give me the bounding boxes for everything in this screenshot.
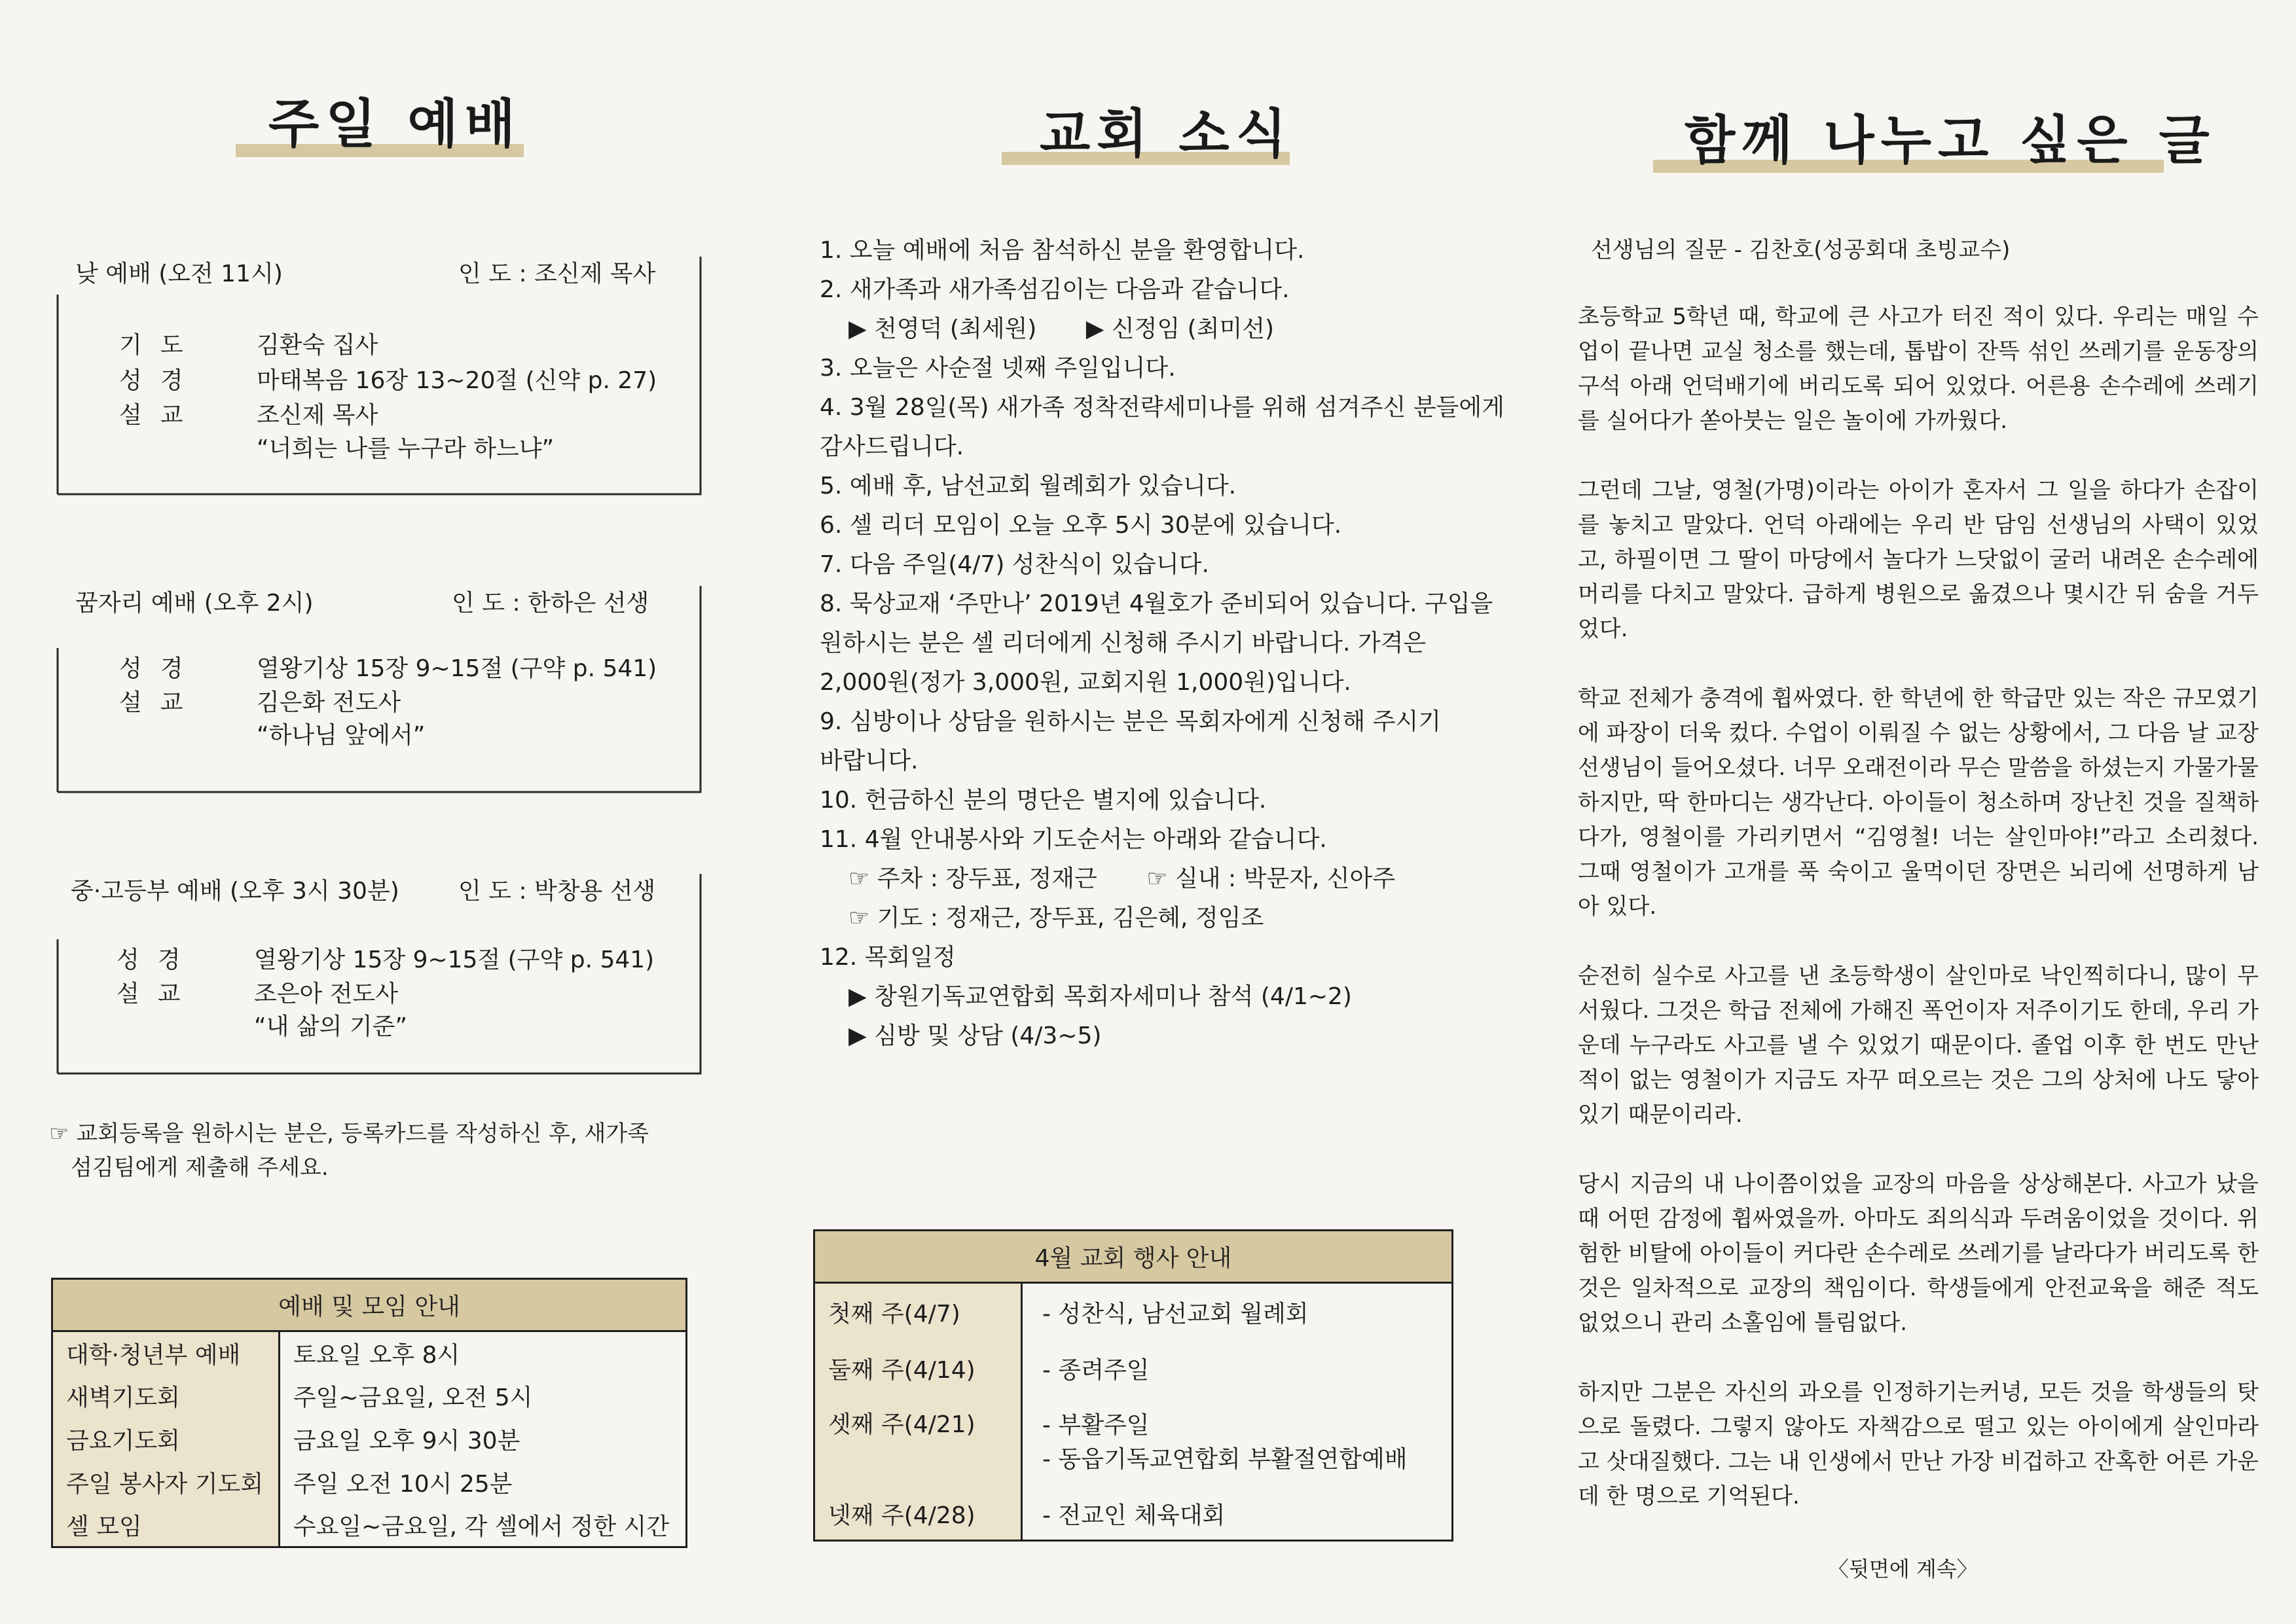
service-name: 꿈자리 예배 (오후 2시) (75, 590, 314, 617)
meeting-name: 금요기도회 (52, 1418, 280, 1461)
table-row (52, 1504, 687, 1547)
event-items (1022, 1397, 1453, 1489)
list-item: 8. 묵상교재 ‘주만나’ 2019년 4월호가 준비되어 있습니다. 구입을 (820, 590, 1493, 617)
row-value: 마태복음 16장 13~20절 (신약 p. 27) (257, 367, 657, 394)
list-item: 바랍니다. (820, 748, 919, 774)
meeting-time: 수요일~금요일, 각 셀에서 정한 시간 (293, 1513, 670, 1541)
event-item: - 동읍기독교연합회 부활절연합예배 (1042, 1445, 1408, 1473)
meeting-name: 대학·청년부 예배 (52, 1331, 280, 1375)
list-item: 6. 셀 리더 모임이 오늘 오후 5시 30분에 있습니다. (820, 512, 1342, 539)
paragraph: 하지만 그분은 자신의 과오를 인정하기는커녕, 모든 것을 학생들의 탓으로 돌렸다. 그렇지 않아도 자책감으로 떨고 있는 아이에게 살인마라고 삿대질했다. 그는 내 인생에서 만난 가장 비겁하고 잔혹한 어른 가운데 한 명으로 기억된다. (1578, 1379, 2259, 1509)
meetings-table (51, 1278, 687, 1548)
meeting-name: 새벽기도회 (52, 1375, 280, 1418)
sub-item: ☞ 기도 : 정재근, 장두표, 김은혜, 정임조 (848, 905, 1264, 931)
table-header-row (52, 1279, 687, 1331)
section-shared-writing (1525, 0, 2296, 1624)
table-row (814, 1489, 1453, 1541)
meeting-time: 주일~금요일, 오전 5시 (293, 1384, 533, 1411)
row-label: 설교 (119, 689, 202, 716)
section-church-news (753, 0, 1525, 1624)
list-item: 2. 새가족과 새가족섬김이는 다음과 같습니다. (820, 276, 1290, 303)
table-row (52, 1331, 687, 1375)
list-item: 3. 오늘은 사순절 넷째 주일입니다. (820, 355, 1176, 382)
list-item: 11. 4월 안내봉사와 기도순서는 아래와 같습니다. (820, 826, 1327, 853)
paragraph: 초등학교 5학년 때, 학교에 큰 사고가 터진 적이 있다. 우리는 매일 수업이 끝나면 교실 청소를 했는데, 톱밥이 잔뜩 섞인 쓰레기를 운동장의 구석 아래 언덕배기에 버리도록 되어 있었다. 어른용 손수레에 쓰레기를 실어다가 쏟아붓는 일은 놀이에 가까웠다. (1578, 304, 2259, 434)
meeting-time: 주일 오전 10시 25분 (293, 1471, 513, 1498)
meeting-time: 토요일 오후 8시 (293, 1341, 460, 1369)
row-value: 열왕기상 15장 9~15절 (구약 p. 541) (254, 947, 655, 973)
row-label: 설교 (119, 402, 202, 429)
row-value: 조은아 전도사 (254, 981, 399, 1007)
paragraph: 학교 전체가 충격에 휩싸였다. 한 학년에 한 학급만 있는 작은 규모였기에 파장이 더욱 컸다. 수업이 이뤄질 수 없는 상황에서, 그 다음 날 교장 선생님이 들어오셨다. 너무 오래전이라 무슨 말씀을 하셨는지 가물가물하지만, 딱 한마디는 생각난다. 아이들이 청소하며 장난친 것을 질책하다가, 영철이를 가리키면서 “김영철! 너는 살인마야!”라고 소리쳤다. 그때 영철이가 고개를 푹 숙이고 울먹이던 장면은 뇌리에 선명하게 남아 있다. (1578, 685, 2259, 920)
event-item: - 성찬식, 남선교회 월례회 (1042, 1300, 1309, 1327)
list-item: 원하시는 분은 셀 리더에게 신청해 주시기 바랍니다. 가격은 (820, 630, 1427, 657)
sub-item: ▶ 창원기독교연합회 목회자세미나 참석 (4/1~2) (848, 983, 1352, 1010)
table-title: 예배 및 모임 안내 (52, 1279, 687, 1331)
paragraph: 그런데 그날, 영철(가명)이라는 아이가 혼자서 그 일을 하다가 손잡이를 놓치고 말았다. 언덕 아래에는 우리 반 담임 선생님의 사택이 있었고, 하필이면 그 딸이 마당에서 놀다가 느닷없이 굴러 내려온 손수레에 머리를 다치고 말았다. 급하게 병원으로 옮겼으나 몇시간 뒤 숨을 거두었다. (1578, 477, 2259, 642)
list-item: 4. 3월 28일(목) 새가족 정착전략세미나를 위해 섬겨주신 분들에게 (820, 394, 1504, 421)
row-label: 기도 (119, 332, 202, 359)
list-item (820, 1017, 1514, 1056)
row-label: 성경 (119, 367, 202, 394)
service-name: 중·고등부 예배 (오후 3시 30분) (71, 878, 399, 905)
list-item: 9. 심방이나 상담을 원하시는 분은 목회자에게 신청해 주시기 (820, 708, 1442, 735)
list-item: 10. 헌금하신 분의 명단은 별지에 있습니다. (820, 787, 1267, 814)
event-item: - 부활주일 (1042, 1411, 1150, 1439)
registration-note: ☞ 교회등록을 원하시는 분은, 등록카드를 작성하신 후, 새가족 (49, 1121, 649, 1147)
list-item (820, 899, 1514, 938)
sub-item: ▶ 심방 및 상담 (4/3~5) (848, 1022, 1102, 1049)
news-list (820, 231, 1514, 1056)
table-row (52, 1461, 687, 1504)
table-row (814, 1397, 1453, 1489)
article-body (1578, 300, 2259, 1549)
meeting-name: 주일 봉사자 기도회 (52, 1461, 280, 1504)
row-value: 김은화 전도사 (257, 689, 401, 716)
event-item: - 종려주일 (1042, 1357, 1150, 1384)
article-subtitle: 선생님의 질문 - 김찬호(성공회대 초빙교수) (1591, 237, 2011, 263)
list-item: 12. 목회일정 (820, 944, 956, 971)
table-row (52, 1375, 687, 1418)
paragraph: 순전히 실수로 사고를 낸 초등학생이 살인마로 낙인찍히다니, 많이 무서웠다. 그것은 학급 전체에 가해진 폭언이자 저주이기도 한데, 우리 가운데 누구라도 사고를 낼 수 있었기 때문이다. 졸업 이후 한 번도 만난 적이 없는 영철이가 지금도 자꾸 떠오르는 것은 그의 상처에 나도 닿아 있기 때문이리라. (1578, 963, 2259, 1128)
sermon-title: “내 삶의 기준” (254, 1013, 408, 1040)
event-week: 셋째 주(4/21) (814, 1397, 1022, 1489)
sub-item: ▶ 천영덕 (최세원) (848, 316, 1037, 342)
list-item: 감사드립니다. (820, 433, 964, 460)
table-row (52, 1418, 687, 1461)
list-item: 5. 예배 후, 남선교회 월례회가 있습니다. (820, 473, 1237, 499)
list-item: 7. 다음 주일(4/7) 성찬식이 있습니다. (820, 551, 1209, 578)
row-value: 김환숙 집사 (257, 332, 378, 359)
sub-item: ▶ 신정임 (최미선) (1085, 316, 1275, 342)
sermon-title: “너희는 나를 누구라 하느냐” (257, 435, 555, 462)
row-label: 성경 (117, 947, 199, 973)
list-item (820, 859, 1514, 899)
list-item: 1. 오늘 예배에 처음 참석하신 분을 환영합니다. (820, 237, 1305, 264)
list-item (820, 310, 1514, 349)
row-label: 설교 (117, 981, 199, 1007)
service-leader: 인 도 : 조신제 목사 (458, 261, 656, 287)
row-value: 조신제 목사 (257, 402, 378, 429)
list-item (820, 977, 1514, 1017)
event-item: - 전교인 체육대회 (1042, 1502, 1226, 1530)
paragraph: 당시 지금의 내 나이쯤이었을 교장의 마음을 상상해본다. 사고가 났을 때 어떤 감정에 휩싸였을까. 아마도 죄의식과 두려움이었을 것이다. 위험한 비탈에 아이들이 커다란 손수레로 쓰레기를 날라다가 버리도록 한 것은 일차적으로 교장의 책임이다. 학생들에게 안전교육을 해준 적도 없었으니 관리 소홀임에 틀림없다. (1578, 1171, 2259, 1336)
sub-item: ☞ 실내 : 박문자, 신아주 (1146, 865, 1396, 892)
row-label: 성경 (119, 655, 202, 682)
section-title: 교회 소식 (1040, 103, 1293, 164)
section-sunday-worship (0, 0, 753, 1624)
table-row (814, 1283, 1453, 1341)
meeting-time: 금요일 오후 9시 30분 (293, 1428, 520, 1454)
registration-note: 섬김팀에게 제출해 주세요. (71, 1155, 329, 1181)
sub-item: ☞ 주차 : 장두표, 정재근 (848, 865, 1097, 892)
table-title: 4월 교회 행사 안내 (814, 1231, 1453, 1283)
continued-note: 〈뒷면에 계속〉 (1828, 1557, 1978, 1581)
section-title: 주일 예배 (268, 94, 522, 154)
list-item: 2,000원(정가 3,000원, 교회지원 1,000원)입니다. (820, 669, 1351, 696)
events-table (813, 1229, 1453, 1542)
service-leader: 인 도 : 한하은 선생 (452, 590, 649, 617)
meeting-name: 셀 모임 (52, 1504, 280, 1547)
sermon-title: “하나님 앞에서” (257, 722, 426, 749)
table-header-row (814, 1231, 1453, 1283)
event-week: 첫째 주(4/7) (814, 1283, 1022, 1341)
event-week: 둘째 주(4/14) (814, 1341, 1022, 1397)
section-title: 함께 나누고 싶은 글 (1685, 110, 2216, 171)
service-name: 낮 예배 (오전 11시) (75, 261, 283, 287)
row-value: 열왕기상 15장 9~15절 (구약 p. 541) (257, 655, 657, 682)
service-leader: 인 도 : 박창용 선생 (458, 878, 656, 905)
event-week: 넷째 주(4/28) (814, 1489, 1022, 1541)
table-row (814, 1341, 1453, 1397)
